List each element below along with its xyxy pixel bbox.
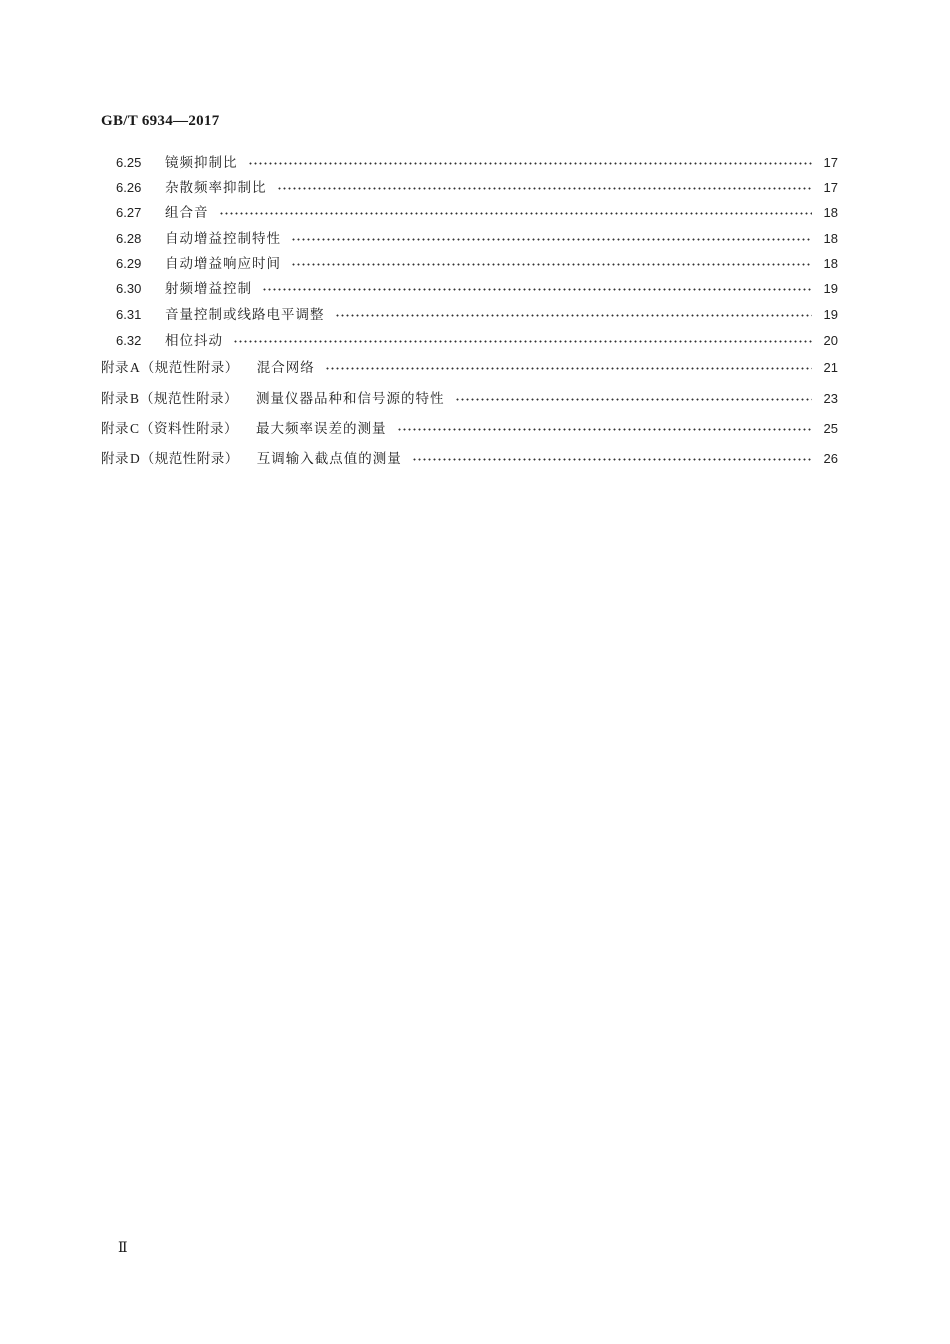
toc-entry-6-27[interactable]: [101, 203, 838, 223]
appendix-type: （规范性附录）: [140, 451, 239, 467]
appendix-page: 23: [823, 391, 838, 406]
appendix-type: （资料性附录）: [140, 421, 239, 437]
toc-entry-title: 自动增益控制特性: [165, 231, 281, 247]
toc-entry-6-30[interactable]: [101, 279, 838, 299]
appendix-page: 21: [823, 360, 838, 375]
toc-entry-page: 18: [823, 231, 838, 246]
dot-leader: [262, 288, 812, 291]
page-folio: Ⅱ: [118, 1241, 128, 1256]
appendix-page: 26: [823, 451, 838, 466]
toc-entry-page: 17: [823, 180, 838, 195]
toc-entry-title: 镜频抑制比: [165, 155, 238, 171]
toc-entry-page: 20: [823, 333, 838, 348]
dot-leader: [219, 212, 813, 215]
toc-entry-number: 6.26: [116, 180, 142, 195]
toc-entry-title: 组合音: [165, 205, 209, 221]
toc-appendix-d[interactable]: [101, 449, 838, 469]
toc-entry-6-25[interactable]: [101, 153, 838, 173]
toc-appendix-a[interactable]: [101, 358, 838, 378]
appendix-title: 互调输入截点值的测量: [256, 451, 402, 467]
toc-entry-title: 相位抖动: [165, 333, 223, 349]
appendix-letter: B: [130, 391, 140, 406]
appendix-letter: A: [130, 360, 140, 375]
dot-leader: [291, 263, 812, 266]
appendix-type: （规范性附录）: [140, 360, 239, 376]
toc-entry-title: 音量控制或线路电平调整: [165, 307, 325, 323]
appendix-prefix: 附录: [101, 391, 129, 407]
dot-leader: [325, 367, 812, 370]
dot-leader: [455, 398, 812, 401]
dot-leader: [233, 340, 812, 343]
toc-entry-title: 射频增益控制: [165, 281, 252, 297]
toc-entry-6-32[interactable]: [101, 331, 838, 351]
toc-entry-page: 18: [823, 256, 838, 271]
toc-entry-number: 6.27: [116, 205, 142, 220]
appendix-letter: D: [130, 451, 140, 466]
standard-code-header: GB/T 6934—2017: [101, 113, 220, 129]
toc-entry-number: 6.30: [116, 281, 142, 296]
appendix-prefix: 附录: [101, 421, 129, 437]
dot-leader: [412, 458, 812, 461]
toc-entry-page: 17: [823, 155, 838, 170]
toc-entry-6-31[interactable]: [101, 305, 838, 325]
dot-leader: [248, 162, 813, 165]
toc-entry-page: 19: [823, 281, 838, 296]
toc-entry-number: 6.29: [116, 256, 142, 271]
dot-leader: [291, 238, 812, 241]
appendix-type: （规范性附录）: [140, 391, 239, 407]
toc-entry-6-28[interactable]: [101, 229, 838, 249]
appendix-title: 混合网络: [256, 360, 315, 376]
appendix-prefix: 附录: [101, 451, 129, 467]
dot-leader: [277, 187, 813, 190]
appendix-prefix: 附录: [101, 360, 129, 376]
toc-entry-page: 18: [823, 205, 838, 220]
appendix-title: 测量仪器品种和信号源的特性: [256, 391, 445, 407]
toc-entry-page: 19: [823, 307, 838, 322]
toc-entry-title: 杂散频率抑制比: [165, 180, 267, 196]
dot-leader: [335, 314, 813, 317]
dot-leader: [397, 428, 812, 431]
toc-entry-number: 6.32: [116, 333, 142, 348]
toc-entry-number: 6.25: [116, 155, 142, 170]
toc-entry-title: 自动增益响应时间: [165, 256, 281, 272]
toc-entry-6-29[interactable]: [101, 254, 838, 274]
toc-appendix-c[interactable]: [101, 419, 838, 439]
appendix-title: 最大频率误差的测量: [256, 421, 387, 437]
appendix-letter: C: [130, 421, 140, 436]
appendix-page: 25: [823, 421, 838, 436]
toc-entry-6-26[interactable]: [101, 178, 838, 198]
toc-entry-number: 6.31: [116, 307, 142, 322]
toc-appendix-b[interactable]: [101, 389, 838, 409]
toc-entry-number: 6.28: [116, 231, 142, 246]
